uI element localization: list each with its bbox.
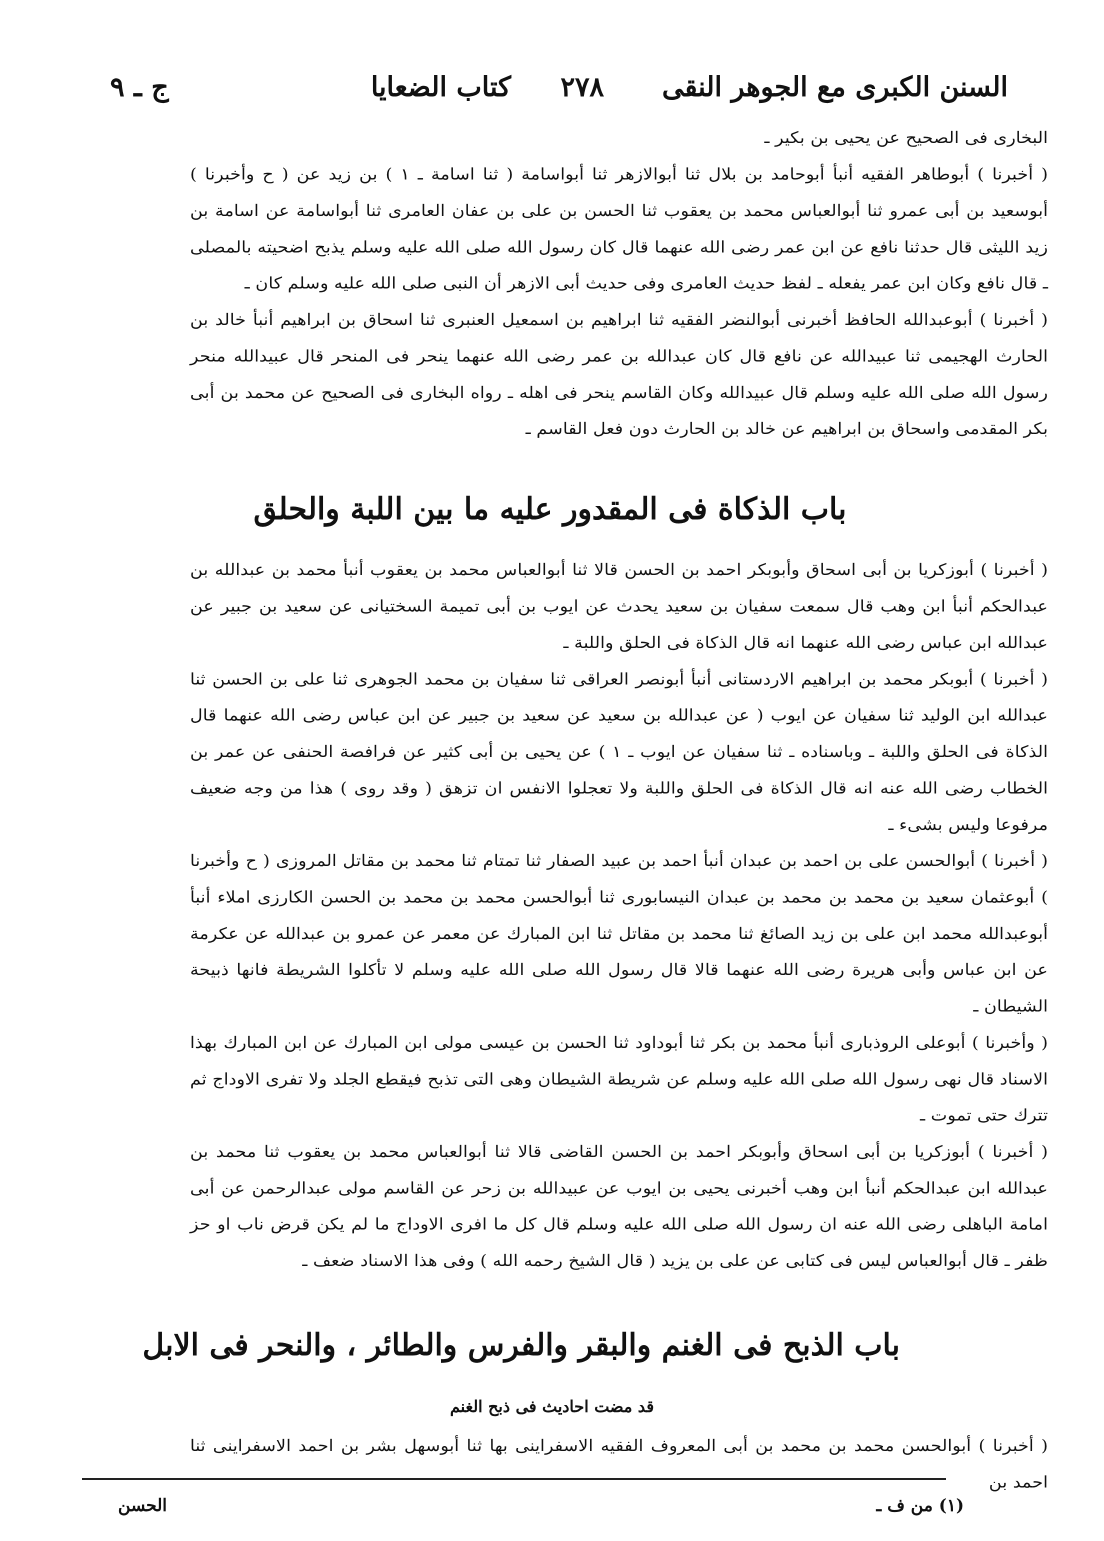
section-2-text: [190, 552, 1048, 1279]
section-1-text: [190, 120, 1048, 447]
chapter-title-slaughter-site: باب الذكاة فى المقدور عليه ما بين اللبة والحلق: [253, 492, 847, 527]
paragraph: البخارى فى الصحيح عن يحيى بن بكير ـ: [764, 128, 1048, 148]
header-chapter: كتاب الضعايا: [370, 72, 511, 103]
header-volume: ج ـ ٩: [110, 72, 169, 103]
paragraph: ( وأخبرنا ) أبوعلى الروذبارى أنبأ محمد بن بكر ثنا أبوداود ثنا الحسن بن عيسى مولى ابن المبارك عن ابن المبارك بهذا الاسناد قال نهى رسول الله صلى الله عليه وسلم عن شريطة الشيطان وهى التى تذبح فيقطع الجلد ولا تفرى الاوداج ثم تترك حتى تموت ـ: [190, 1032, 1049, 1125]
catchword: الحسن: [118, 1496, 167, 1516]
section-3-text: [190, 1428, 1048, 1501]
subheading: قد مضت احاديث فى ذبح الغنم: [450, 1397, 654, 1416]
paragraph: ( أخبرنا ) أبوزكريا بن أبى اسحاق وأبوبكر احمد بن الحسن القاضى قالا ثنا أبوالعباس محمد بن يعقوب ثنا محمد بن عبدالله ابن عبدالحكم أنبأ ابن وهب أخبرنى يحيى بن ايوب عن عبيدالله بن زحر عن القاسم مولى عبدالرحمن عن أبى امامة الباهلى رضى الله عنه ان رسول الله صلى الله عليه وسلم قال كل ما افرى الاوداج ما لم يكن قرض ناب او حز ظفر ـ قال أبوالعباس ليس فى كتابى عن على بن يزيد ( قال الشيخ رحمه الله ) وفى هذا الاسناد ضعف ـ: [190, 1141, 1049, 1271]
footnote-divider: [82, 1478, 946, 1480]
paragraph: ( أخبرنا ) أبوطاهر الفقيه أنبأ أبوحامد بن بلال ثنا أبوالازهر ثنا أبواسامة ( ثنا اسامة ـ ١ ) بن زيد عن ( ح وأخبرنا ) أبوسعيد بن أبى عمرو ثنا أبوالعباس محمد بن يعقوب ثنا الحسن بن على بن عفان العامرى ثنا أبواسامة عن اسامة بن زيد الليثى قال حدثنا نافع عن ابن عمر رضى الله عنهما قال كان رسول الله صلى الله عليه وسلم يذبح اضحيته بالمصلى ـ قال نافع وكان ابن عمر يفعله ـ لفظ حديث العامرى وفى حديث أبى الازهر أن النبى صلى الله عليه وسلم كان ـ: [190, 164, 1049, 293]
paragraph: ( أخبرنا ) أبوعبدالله الحافظ أخبرنى أبوالنضر الفقيه ثنا ابراهيم بن اسمعيل العنبرى ثنا اسحاق بن ابراهيم أنبأ خالد بن الحارث الهجيمى ثنا عبيدالله عن نافع قال كان عبدالله بن عمر رضى الله عنهما ينحر فى المنحر قال عبيدالله منحر رسول الله صلى الله عليه وسلم قال عبيدالله وكان القاسم ينحر فى اهله ـ رواه البخارى فى الصحيح عن محمد بن أبى بكر المقدمى واسحاق بن ابراهيم عن خالد بن الحارث دون فعل القاسم ـ: [190, 309, 1049, 439]
paragraph: ( أخبرنا ) أبوالحسن محمد بن محمد بن أبى المعروف الفقيه الاسفراينى بها ثنا أبوسهل بشر بن احمد الاسفراينى ثنا احمد بن: [190, 1436, 1048, 1492]
paragraph: ( أخبرنا ) أبوالحسن على بن احمد بن عبدان أنبأ احمد بن عبيد الصفار ثنا تمتام ثنا محمد بن مقاتل المروزى ( ح وأخبرنا ) أبوعثمان سعيد بن محمد بن محمد بن عبدان النيسابورى ثنا أبوالحسن محمد بن محمد بن الحسن الكارزى املاء أنبأ أبوعبدالله محمد ابن على بن زيد الصائغ ثنا محمد بن مقاتل ثنا ابن المبارك عن معمر عن عمرو بن عبدالله عن عكرمة عن ابن عباس وأبى هريرة رضى الله عنهما قالا قال رسول الله صلى الله عليه وسلم لا تأكلوا الشريطة فانها ذبيحة الشيطان ـ: [190, 850, 1048, 1016]
chapter-title-slaughter-animals: باب الذبح فى الغنم والبقر والفرس والطائر ، والنحر فى الابل: [142, 1328, 900, 1363]
footnote: (١) من ف ـ: [876, 1496, 964, 1516]
paragraph: ( أخبرنا ) أبوزكريا بن أبى اسحاق وأبوبكر احمد بن الحسن قالا ثنا أبوالعباس محمد بن يعقوب أنبأ محمد بن عبدالله بن عبدالحكم أنبأ ابن وهب قال سمعت سفيان بن سعيد يحدث عن ايوب بن أبى تميمة السختيانى عن سعيد بن جبير عن عبدالله ابن عباس رضى الله عنهما انه قال الذكاة فى الحلق واللبة ـ: [190, 560, 1049, 652]
header-book-title: السنن الكبرى مع الجوهر النقى: [661, 72, 1008, 103]
page-header: [110, 72, 1008, 116]
paragraph: ( أخبرنا ) أبوبكر محمد بن ابراهيم الاردستانى أنبأ أبونصر العراقى ثنا سفيان بن محمد الجوهرى ثنا على بن الحسن ثنا عبدالله ابن الوليد ثنا سفيان عن ايوب ( عن عبدالله بن سعيد عن سعيد بن جبير عن ابن عباس رضى الله عنهما قال الذكاة فى الحلق واللبة ـ وباسناده ـ ثنا سفيان عن ايوب ـ ١ ) عن يحيى بن أبى كثير عن فرافصة الحنفى عن عمر بن الخطاب رضى الله عنه انه قال الذكاة فى الحلق واللبة ولا تعجلوا الانفس ان تزهق ( وقد روى ) هذا من وجه ضعيف مرفوعا وليس بشىء ـ: [190, 669, 1049, 834]
header-page-number: ٢٧٨: [560, 72, 604, 103]
